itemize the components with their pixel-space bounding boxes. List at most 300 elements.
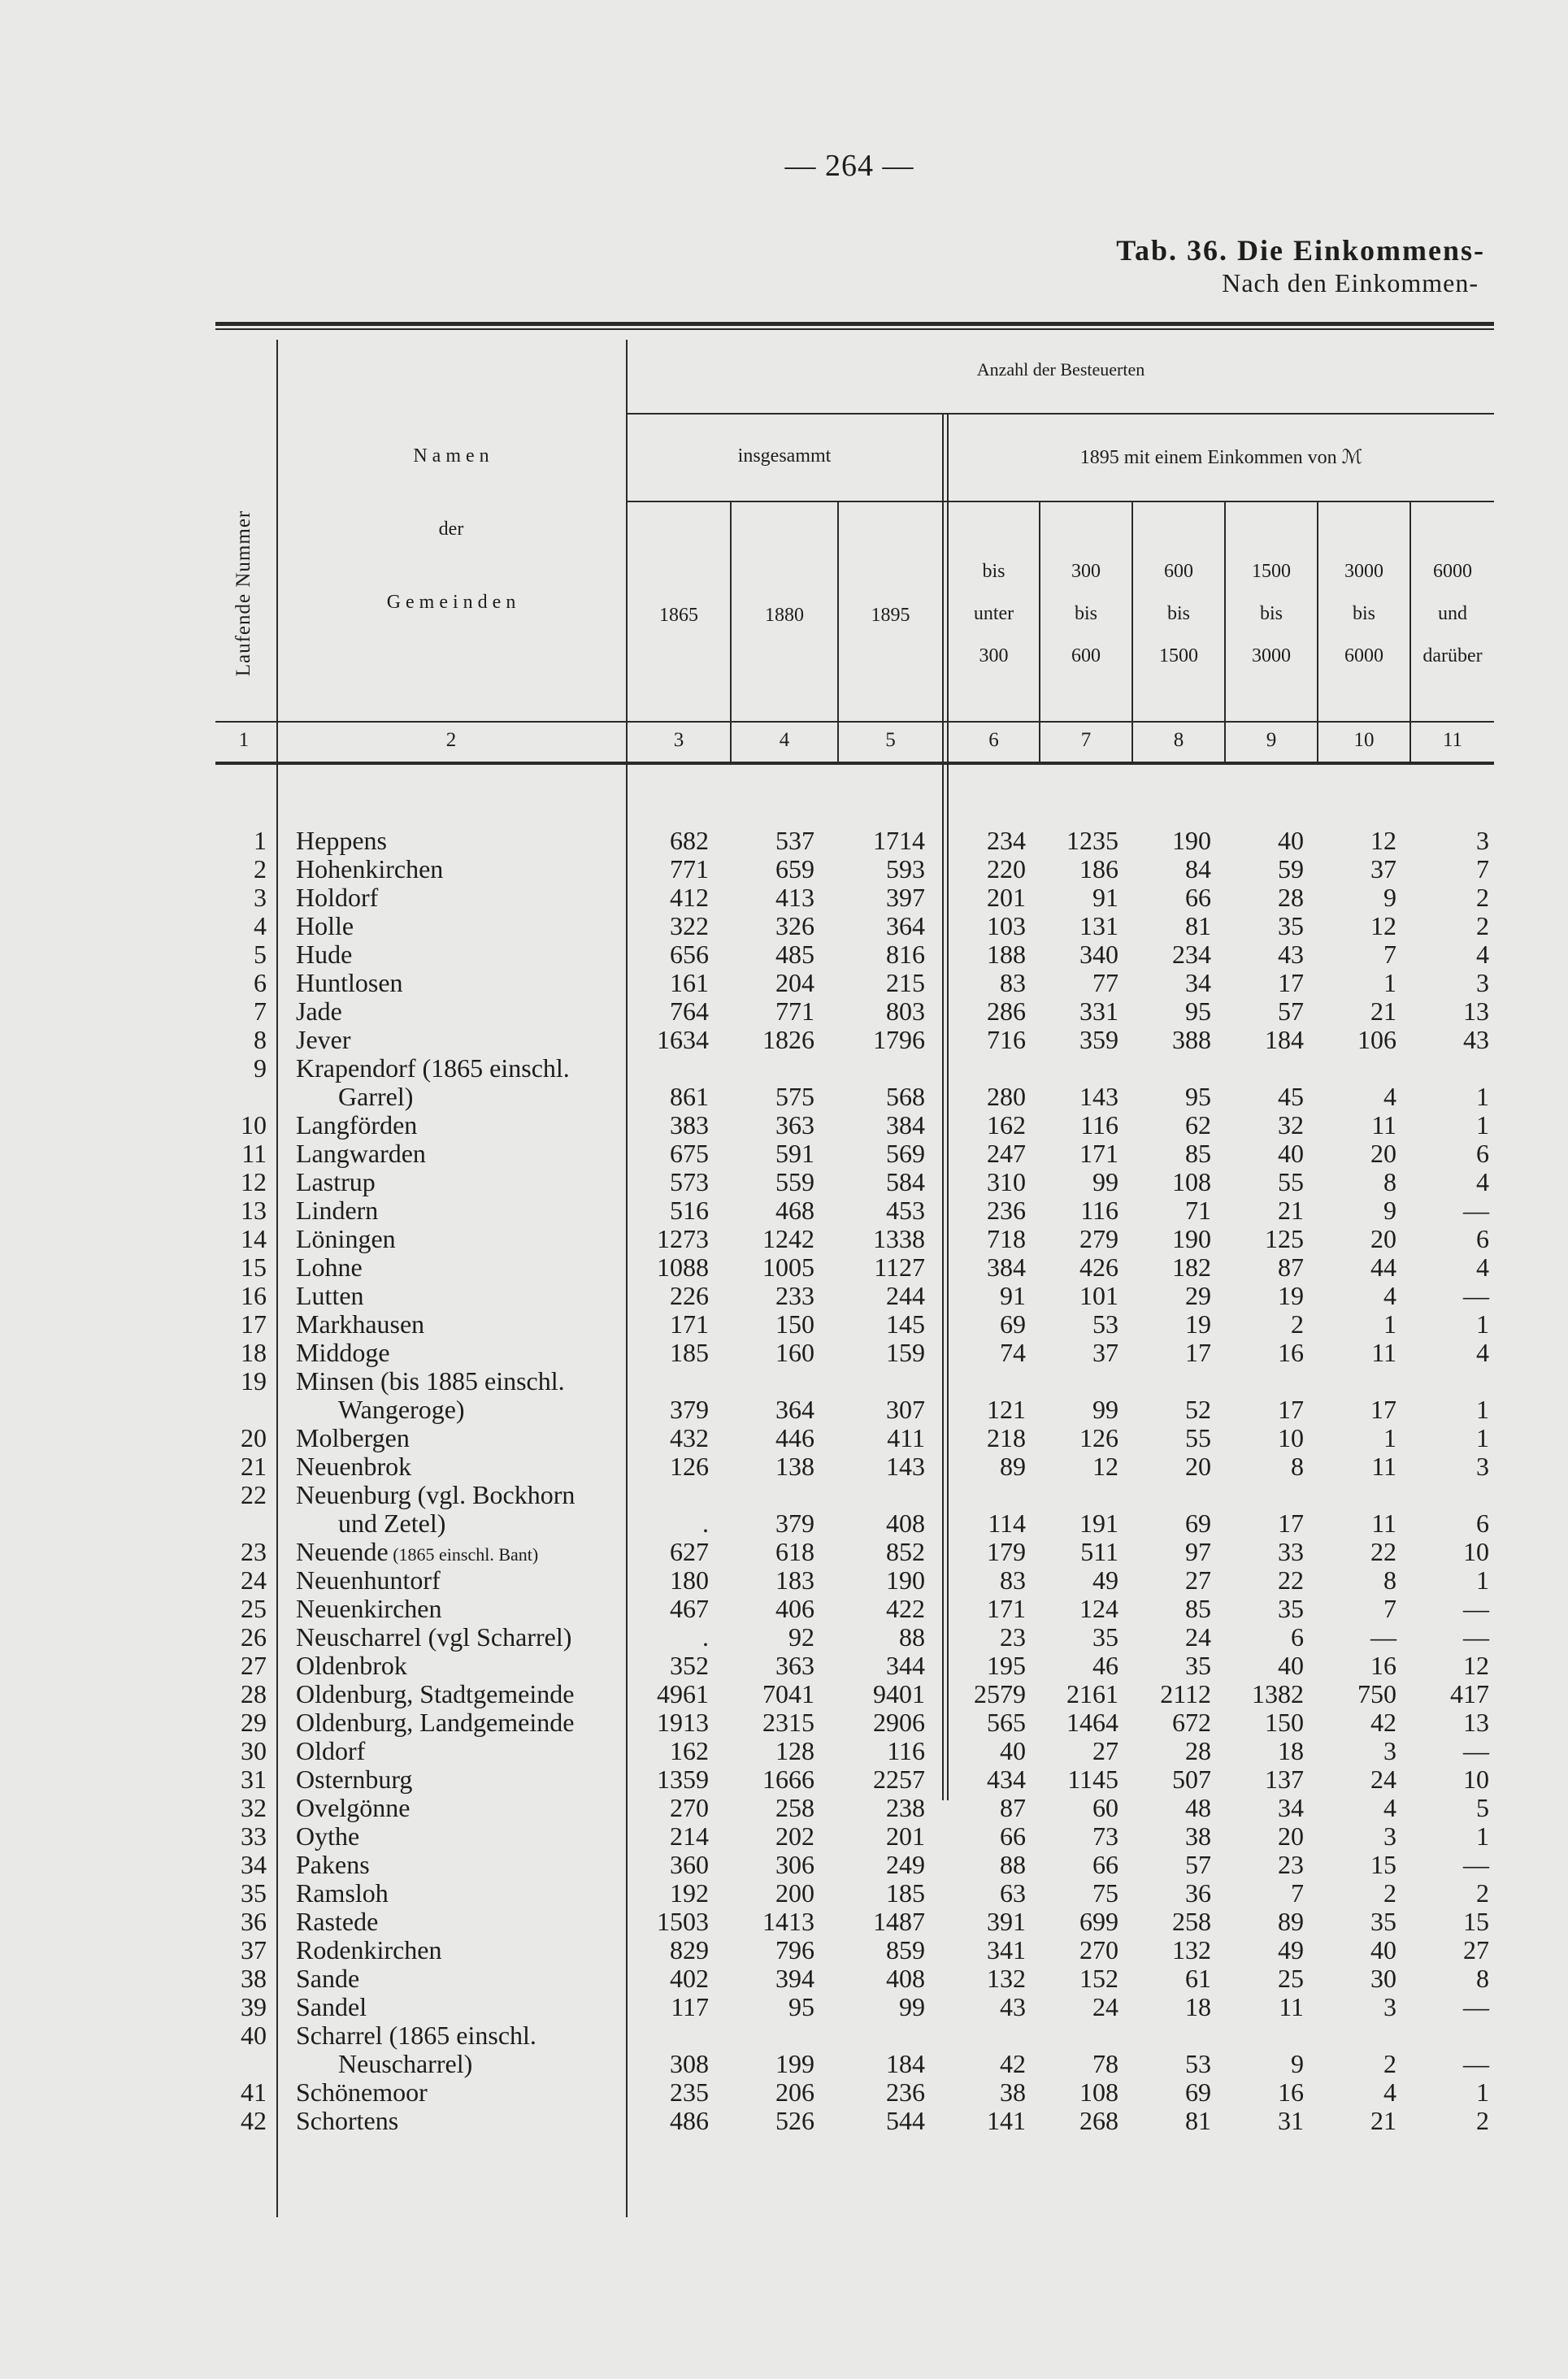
cell-col-4: 363 [775,1651,814,1680]
cell-col-11: 3 [1476,1452,1489,1481]
cell-col-9: 40 [1278,826,1304,855]
cell-col-8: 81 [1185,911,1211,940]
table-row [0,1140,1568,1168]
table-row [0,1396,1568,1424]
table-row [0,969,1568,997]
cell-col-9: 33 [1278,1537,1304,1566]
municipality-name: Hohenkirchen [296,854,444,883]
cell-col-8: 672 [1172,1708,1211,1737]
cell-col-6: 434 [987,1765,1026,1794]
cell-col-11: 2 [1476,2106,1489,2135]
header-g2-l2: bis [1074,603,1097,624]
cell-col-3: 360 [670,1850,709,1879]
municipality-name: Schönemoor [296,2077,428,2107]
table-row [0,1196,1568,1225]
cell-col-9: 21 [1278,1196,1304,1225]
cell-col-4: 526 [775,2106,814,2135]
cell-col-3: 402 [670,1964,709,1993]
cell-col-4: 364 [775,1395,814,1424]
cell-col-9: 49 [1278,1935,1304,1964]
cell-col-10: — [1370,1622,1396,1652]
table-row [0,1367,1568,1396]
table-row [0,1509,1568,1538]
cell-col-10: 3 [1383,1992,1396,2021]
cell-col-11: 10 [1463,1537,1489,1566]
row-number: 26 [241,1622,267,1652]
cell-col-8: 258 [1172,1907,1211,1936]
header-g1-l1: bis [982,561,1006,582]
cell-col-4: 92 [788,1622,814,1652]
cell-col-6: 201 [987,883,1026,912]
cell-col-7: 73 [1092,1821,1118,1851]
cell-col-4: 1242 [762,1224,814,1253]
header-g6-l1: 6000 [1433,561,1472,582]
colnum-11: 11 [1442,729,1463,751]
cell-col-6: 91 [1000,1281,1026,1310]
cell-col-11: — [1463,1622,1489,1652]
cell-col-9: 35 [1278,911,1304,940]
cell-col-5: 852 [886,1537,925,1566]
cell-col-11: — [1463,1281,1489,1310]
table-row [0,1083,1568,1111]
cell-col-10: 2 [1383,1878,1396,1908]
cell-col-7: 143 [1079,1082,1118,1111]
cell-col-5: 384 [886,1110,925,1140]
cell-col-5: 9401 [873,1679,925,1708]
cell-col-10: 44 [1370,1252,1396,1282]
cell-col-8: 36 [1185,1878,1211,1908]
cell-col-5: 99 [899,1992,925,2021]
table-row [0,1879,1568,1908]
cell-col-3: 192 [670,1878,709,1908]
cell-col-10: 1 [1383,968,1396,997]
municipality-name: Oythe [296,1821,360,1851]
cell-col-6: 162 [987,1110,1026,1140]
cell-col-3: 829 [670,1935,709,1964]
row-number: 27 [241,1651,267,1680]
cell-col-7: 1464 [1066,1708,1118,1737]
municipality-name: Huntlosen [296,968,403,997]
header-g3-l1: 600 [1164,561,1193,582]
table-row [0,2078,1568,2107]
cell-col-9: 6 [1291,1622,1304,1652]
municipality-name: Minsen (bis 1885 einschl. [296,1366,565,1396]
cell-col-10: 11 [1371,1338,1396,1367]
cell-col-5: 1714 [873,826,925,855]
cell-col-6: 103 [987,911,1026,940]
row-number: 23 [241,1537,267,1566]
cell-col-3: 126 [670,1452,709,1481]
cell-col-9: 57 [1278,996,1304,1026]
cell-col-7: 171 [1079,1139,1118,1168]
cell-col-10: 20 [1370,1139,1396,1168]
cell-col-10: 16 [1370,1651,1396,1680]
cell-col-9: 31 [1278,2106,1304,2135]
table-row [0,1851,1568,1879]
cell-col-6: 220 [987,854,1026,883]
cell-col-10: 4 [1383,1281,1396,1310]
cell-col-4: 591 [775,1139,814,1168]
municipality-name: Molbergen [296,1423,410,1452]
municipality-name: Lutten [296,1281,364,1310]
row-number: 15 [241,1252,267,1282]
cell-col-9: 28 [1278,883,1304,912]
cell-col-8: 97 [1185,1537,1211,1566]
colnum-10: 10 [1353,729,1375,751]
cell-col-8: 28 [1185,1736,1211,1765]
municipality-name: Wangeroge) [338,1395,465,1424]
cell-col-4: 2315 [762,1708,814,1737]
cell-col-11: 10 [1463,1765,1489,1794]
cell-col-6: 179 [987,1537,1026,1566]
cell-col-7: 124 [1079,1594,1118,1623]
cell-col-10: 30 [1370,1964,1396,1993]
cell-col-7: 24 [1092,1992,1118,2021]
cell-col-6: 218 [987,1423,1026,1452]
header-1865: 1865 [659,605,698,626]
cell-col-11: 1 [1476,2077,1489,2107]
cell-col-4: 406 [775,1594,814,1623]
row-number: 3 [254,883,267,912]
municipality-name: Schortens [296,2106,399,2135]
cell-col-10: 1 [1383,1423,1396,1452]
cell-col-3: 162 [670,1736,709,1765]
cell-col-8: 34 [1185,968,1211,997]
header-g5-l1: 3000 [1344,561,1383,582]
cell-col-8: 108 [1172,1167,1211,1196]
cell-col-3: 1913 [657,1708,709,1737]
table-row [0,2107,1568,2135]
municipality-name: Heppens [296,826,387,855]
cell-col-5: 422 [886,1594,925,1623]
cell-col-7: 699 [1079,1907,1118,1936]
header-g3-l2: bis [1166,603,1190,624]
cell-col-4: 446 [775,1423,814,1452]
row-number: 38 [241,1964,267,1993]
cell-col-5: 159 [886,1338,925,1367]
anzahl-rule [627,413,1494,415]
cell-col-6: 247 [987,1139,1026,1168]
cell-col-5: 1127 [874,1252,925,1282]
cell-col-7: 268 [1079,2106,1118,2135]
cell-col-10: 8 [1383,1167,1396,1196]
cell-col-8: 52 [1185,1395,1211,1424]
cell-col-9: 2 [1291,1309,1304,1339]
colnum-5: 5 [885,729,896,751]
row-number: 42 [241,2106,267,2135]
cell-col-7: 12 [1092,1452,1118,1481]
row-number: 24 [241,1565,267,1595]
top-rule [215,322,1494,326]
cell-col-9: 87 [1278,1252,1304,1282]
cell-col-4: 468 [775,1196,814,1225]
colnum-8: 8 [1173,729,1184,751]
cell-col-5: 249 [886,1850,925,1879]
municipality-name: Lindern [296,1196,379,1225]
cell-col-3: 1088 [657,1252,709,1282]
table-row [0,1680,1568,1708]
row-number: 29 [241,1708,267,1737]
cell-col-6: 66 [1000,1821,1026,1851]
cell-col-11: 4 [1476,1338,1489,1367]
cell-col-3: 771 [670,854,709,883]
cell-col-6: 42 [1000,2049,1026,2078]
cell-col-11: 1 [1476,1309,1489,1339]
cell-col-9: 8 [1291,1452,1304,1481]
cell-col-7: 60 [1092,1793,1118,1822]
cell-col-6: 114 [988,1509,1026,1538]
cell-col-4: 618 [775,1537,814,1566]
cell-col-4: 306 [775,1850,814,1879]
cell-col-8: 17 [1185,1338,1211,1367]
cell-col-11: 3 [1476,826,1489,855]
cell-col-7: 511 [1080,1537,1118,1566]
cell-col-8: 62 [1185,1110,1211,1140]
cell-col-7: 152 [1079,1964,1118,1993]
table-row [0,1737,1568,1765]
cell-col-5: 215 [886,968,925,997]
municipality-name: Ramsloh [296,1878,389,1908]
cell-col-7: 1235 [1066,826,1118,855]
cell-col-5: 859 [886,1935,925,1964]
cell-col-11: 7 [1476,854,1489,883]
header-bottom-rule [215,762,1494,765]
cell-col-10: 9 [1383,883,1396,912]
municipality-name: Middoge [296,1338,390,1367]
cell-col-3: 467 [670,1594,709,1623]
table-row [0,1310,1568,1339]
top-rule-thin [215,328,1494,330]
cell-col-5: 236 [886,2077,925,2107]
cell-col-7: 66 [1092,1850,1118,1879]
cell-col-4: 233 [775,1281,814,1310]
cell-col-8: 19 [1185,1309,1211,1339]
cell-col-6: 718 [987,1224,1026,1253]
cell-col-4: 160 [775,1338,814,1367]
row-number: 22 [241,1480,267,1509]
row-number: 21 [241,1452,267,1481]
cell-col-5: 453 [886,1196,925,1225]
cell-col-8: 132 [1172,1935,1211,1964]
cell-col-5: 88 [899,1622,925,1652]
table-title: Tab. 36. Die Einkommens- [1116,234,1485,267]
cell-col-3: 412 [670,883,709,912]
cell-col-9: 34 [1278,1793,1304,1822]
table-row [0,1623,1568,1652]
cell-col-11: 6 [1476,1139,1489,1168]
header-g6-l2: und [1438,603,1467,624]
cell-col-3: 516 [670,1196,709,1225]
rule-v-11 [1409,502,1411,762]
table-row [0,1339,1568,1367]
cell-col-8: 29 [1185,1281,1211,1310]
cell-col-3: 764 [670,996,709,1026]
cell-col-4: 413 [775,883,814,912]
cell-col-10: 7 [1383,940,1396,969]
cell-col-7: 77 [1092,968,1118,997]
row-number: 34 [241,1850,267,1879]
cell-col-11: 13 [1463,996,1489,1026]
municipality-name: Neuenhuntorf [296,1565,441,1595]
row-number: 9 [254,1053,267,1083]
cell-col-11: 15 [1463,1907,1489,1936]
header-gemeinden: G e m e i n d e n [386,592,516,613]
cell-col-4: 394 [775,1964,814,1993]
cell-col-7: 191 [1079,1509,1118,1538]
cell-col-8: 61 [1185,1964,1211,1993]
cell-col-4: 200 [775,1878,814,1908]
cell-col-3: 322 [670,911,709,940]
cell-col-6: 88 [1000,1850,1026,1879]
cell-col-4: 150 [775,1309,814,1339]
colnum-9: 9 [1266,729,1277,751]
cell-col-9: 7 [1291,1878,1304,1908]
cell-col-4: 1005 [762,1252,814,1282]
cell-col-6: 716 [987,1025,1026,1054]
cell-col-10: 35 [1370,1907,1396,1936]
cell-col-3: 486 [670,2106,709,2135]
header-namen: N a m e n [413,445,489,467]
cell-col-11: 2 [1476,911,1489,940]
cell-col-4: 1666 [762,1765,814,1794]
cell-col-6: 43 [1000,1992,1026,2021]
cell-col-9: 11 [1279,1992,1304,2021]
municipality-name: Neuenkirchen [296,1594,442,1623]
cell-col-7: 126 [1079,1423,1118,1452]
cell-col-3: 117 [671,1992,709,2021]
header-g4-l3: 3000 [1252,645,1291,666]
header-g3-l3: 1500 [1159,645,1198,666]
cell-col-5: 184 [886,2049,925,2078]
header-insgesammt: insgesammt [737,445,832,467]
cell-col-10: 7 [1383,1594,1396,1623]
cell-col-8: 234 [1172,940,1211,969]
cell-col-3: 185 [670,1338,709,1367]
cell-col-11: 1 [1476,1082,1489,1111]
cell-col-9: 19 [1278,1281,1304,1310]
cell-col-5: 116 [887,1736,925,1765]
row-number: 10 [241,1110,267,1140]
cell-col-6: 23 [1000,1622,1026,1652]
cell-col-4: 559 [775,1167,814,1196]
cell-col-9: 17 [1278,968,1304,997]
cell-col-10: 37 [1370,854,1396,883]
cell-col-6: 132 [987,1964,1026,1993]
table-row [0,1652,1568,1680]
cell-col-11: 6 [1476,1224,1489,1253]
cell-col-10: 12 [1370,826,1396,855]
cell-col-11: 8 [1476,1964,1489,1993]
cell-col-11: 3 [1476,968,1489,997]
cell-col-5: 569 [886,1139,925,1168]
cell-col-6: 310 [987,1167,1026,1196]
municipality-name: Rastede [296,1907,379,1936]
cell-col-5: 244 [886,1281,925,1310]
table-row [0,883,1568,912]
cell-col-3: . [702,1509,709,1538]
header-anzahl: Anzahl der Besteuerten [976,359,1145,380]
cell-col-4: 258 [775,1793,814,1822]
cell-col-4: 7041 [762,1679,814,1708]
cell-col-10: 8 [1383,1565,1396,1595]
cell-col-6: 121 [987,1395,1026,1424]
cell-col-9: 1382 [1252,1679,1304,1708]
row-number: 5 [254,940,267,969]
cell-col-6: 280 [987,1082,1026,1111]
cell-col-4: 138 [775,1452,814,1481]
cell-col-6: 195 [987,1651,1026,1680]
municipality-name: Jever [296,1025,351,1054]
cell-col-9: 59 [1278,854,1304,883]
cell-col-10: 1 [1383,1309,1396,1339]
municipality-name: Pakens [296,1850,370,1879]
cell-col-9: 184 [1265,1025,1304,1054]
cell-col-8: 69 [1185,2077,1211,2107]
cell-col-11: 1 [1476,1565,1489,1595]
cell-col-10: 3 [1383,1821,1396,1851]
cell-col-11: 13 [1463,1708,1489,1737]
municipality-name: Oldenburg, Landgemeinde [296,1708,575,1737]
header-1880: 1880 [765,605,804,626]
cell-col-9: 23 [1278,1850,1304,1879]
cell-col-3: 235 [670,2077,709,2107]
table-row [0,1424,1568,1452]
cell-col-5: 344 [886,1651,925,1680]
cell-col-8: 48 [1185,1793,1211,1822]
row-number: 11 [241,1139,267,1168]
cell-col-5: 544 [886,2106,925,2135]
municipality-name: Garrel) [338,1082,414,1111]
row-number: 31 [241,1765,267,1794]
cell-col-8: 57 [1185,1850,1211,1879]
municipality-name: Lastrup [296,1167,376,1196]
header-g2-l1: 300 [1071,561,1101,582]
municipality-name: und Zetel) [338,1509,446,1538]
cell-col-11: — [1463,2049,1489,2078]
cell-col-6: 171 [987,1594,1026,1623]
header-g5-l2: bis [1352,603,1375,624]
cell-col-10: 9 [1383,1196,1396,1225]
cell-col-6: 83 [1000,1565,1026,1595]
cell-col-10: 11 [1371,1110,1396,1140]
row-number: 32 [241,1793,267,1822]
row-number: 12 [241,1167,267,1196]
cell-col-4: 1826 [762,1025,814,1054]
cell-col-3: 1359 [657,1765,709,1794]
row-number: 7 [254,996,267,1026]
cell-col-10: 4 [1383,2077,1396,2107]
cell-col-11: 6 [1476,1509,1489,1538]
colnum-6: 6 [988,729,999,751]
municipality-name: Sande [296,1964,360,1993]
cell-col-5: 145 [886,1309,925,1339]
municipality-name: Neuscharrel (vgl Scharrel) [296,1622,572,1652]
cell-col-10: 2 [1383,2049,1396,2078]
row-number: 1 [254,826,267,855]
cell-col-3: 226 [670,1281,709,1310]
cell-col-6: 2579 [974,1679,1026,1708]
header-g4-l1: 1500 [1252,561,1291,582]
municipality-note: (1865 einschl. Bant) [388,1544,539,1565]
header-g5-l3: 6000 [1344,645,1383,666]
cell-col-10: 12 [1370,911,1396,940]
cell-col-6: 141 [987,2106,1026,2135]
cell-col-9: 20 [1278,1821,1304,1851]
cell-col-9: 17 [1278,1395,1304,1424]
cell-col-9: 125 [1265,1224,1304,1253]
table-row [0,1993,1568,2021]
cell-col-4: 199 [775,2049,814,2078]
